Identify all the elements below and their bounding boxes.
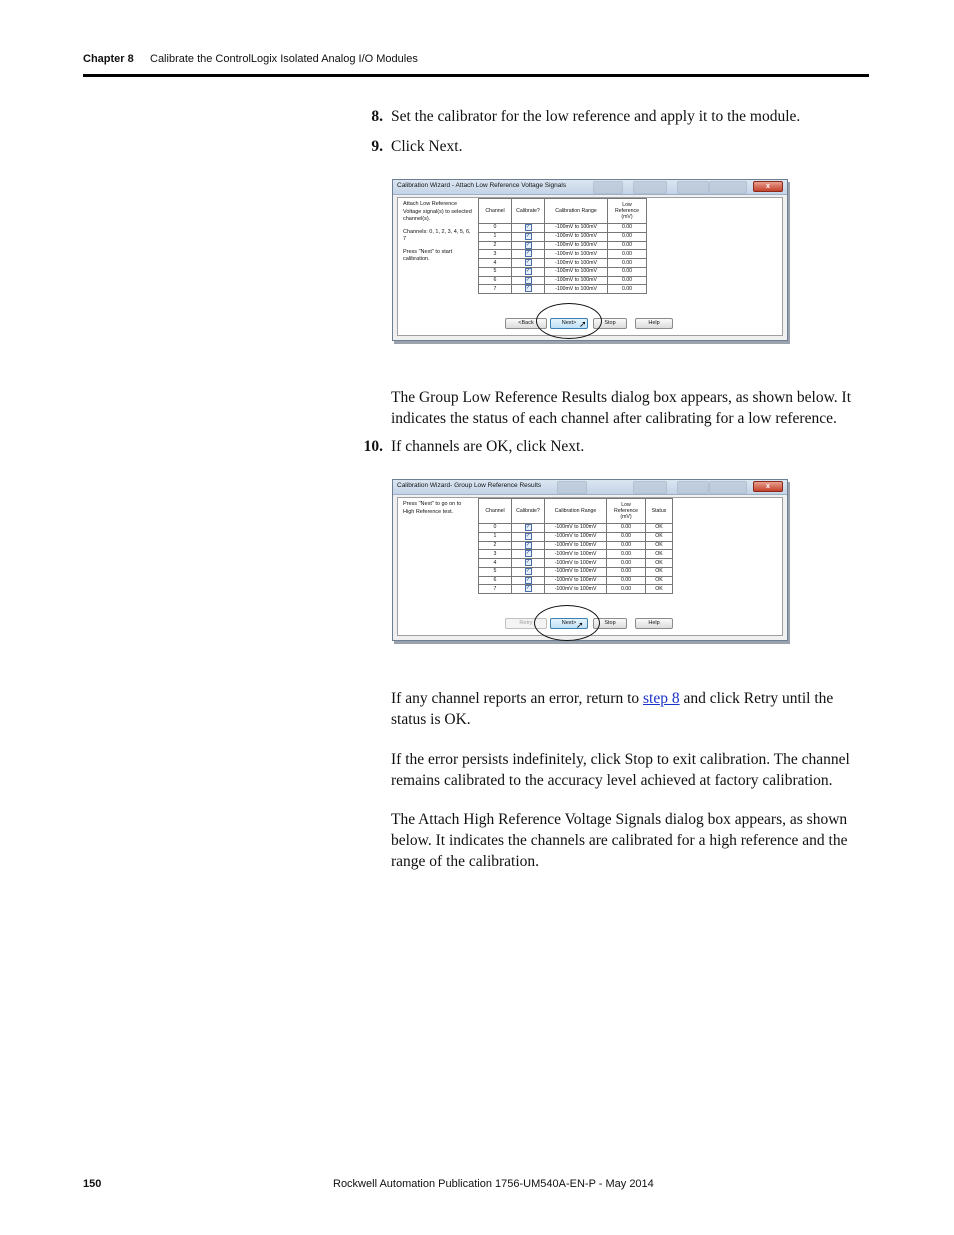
channel-cell: 7 <box>479 585 512 594</box>
attach-low-reference-dialog <box>392 179 788 341</box>
running-header <box>83 53 418 65</box>
instruction-line: Press "Next" to go on to High Reference test. <box>403 501 462 515</box>
column-header: Channel <box>479 499 512 524</box>
step-text: Click Next. <box>391 138 463 155</box>
calibrate-checkbox[interactable]: ✓ <box>525 241 531 248</box>
reference-cell: 0.00 <box>608 267 647 276</box>
range-cell: -100mV to 100mV <box>545 532 607 541</box>
calibrate-checkbox[interactable]: ✓ <box>525 550 531 557</box>
table-row <box>479 267 647 276</box>
dialog-title: Calibration Wizard- Group Low Reference Results <box>397 482 542 489</box>
group-low-intro-paragraph: The Group Low Reference Results dialog box appears, as shown below. It indicates the status of each channel after calibrating for a low reference. <box>391 389 851 427</box>
table-row <box>479 585 673 594</box>
table-row <box>479 524 673 533</box>
range-cell: -100mV to 100mV <box>545 267 608 276</box>
calibrate-checkbox[interactable]: ✓ <box>525 541 531 548</box>
channel-table <box>478 198 647 294</box>
highlight-ellipse <box>536 303 602 339</box>
error-text-prefix: If any channel reports an error, return to <box>391 690 644 707</box>
channel-cell: 1 <box>479 532 512 541</box>
table-row <box>479 241 647 250</box>
channel-cell: 3 <box>479 550 512 559</box>
calibrate-checkbox[interactable]: ✓ <box>525 524 531 530</box>
step-8-link[interactable]: step 8 <box>643 690 680 707</box>
instruction-line: Channels: 0, 1, 2, 3, 4, 5, 6, 7 <box>403 228 471 242</box>
close-button[interactable]: x <box>753 181 783 192</box>
step-number: 8. <box>371 108 383 125</box>
instructions <box>403 501 473 521</box>
highlight-ellipse <box>534 605 600 641</box>
status-cell: OK <box>646 567 673 576</box>
help-button[interactable]: Help <box>635 618 673 629</box>
step-8 <box>340 108 800 126</box>
calibrate-cell <box>512 250 545 259</box>
reference-cell: 0.00 <box>608 276 647 285</box>
channel-cell: 5 <box>479 567 512 576</box>
table-row <box>479 550 673 559</box>
range-cell: -100mV to 100mV <box>545 541 607 550</box>
range-cell: -100mV to 100mV <box>545 250 608 259</box>
mouse-cursor-icon: ➚ <box>576 620 584 630</box>
dialog-title-bar <box>393 480 787 495</box>
range-cell: -100mV to 100mV <box>545 259 608 268</box>
stop-button[interactable]: Stop <box>593 318 627 329</box>
range-cell: -100mV to 100mV <box>545 550 607 559</box>
publication-info: Rockwell Automation Publication 1756-UM540A-EN-P - May 2014 <box>333 1178 654 1190</box>
instruction-line: Press "Next" to start calibration. <box>403 248 453 262</box>
calibrate-cell <box>512 241 545 250</box>
reference-cell: 0.00 <box>607 576 646 585</box>
range-cell: -100mV to 100mV <box>545 567 607 576</box>
channel-cell: 0 <box>479 224 512 233</box>
column-header: Low Reference (mV) <box>607 499 646 524</box>
status-cell: OK <box>646 524 673 533</box>
error-paragraph <box>391 688 869 730</box>
help-button[interactable]: Help <box>635 318 673 329</box>
range-cell: -100mV to 100mV <box>545 285 608 294</box>
range-cell: -100mV to 100mV <box>545 232 608 241</box>
step-number: 9. <box>371 138 383 155</box>
instructions <box>403 201 473 269</box>
channel-cell: 2 <box>479 241 512 250</box>
page-number: 150 <box>83 1178 102 1190</box>
channel-cell: 1 <box>479 232 512 241</box>
reference-cell: 0.00 <box>608 285 647 294</box>
calibrate-checkbox[interactable]: ✓ <box>525 567 531 574</box>
error-text-suffix: and click Retry until the status is OK. <box>391 690 834 728</box>
status-cell: OK <box>646 576 673 585</box>
calibrate-cell <box>512 267 545 276</box>
channel-cell: 0 <box>479 524 512 533</box>
calibrate-checkbox[interactable]: ✓ <box>525 585 531 592</box>
step-text: Set the calibrator for the low reference and apply it to the module. <box>391 108 801 125</box>
status-cell: OK <box>646 550 673 559</box>
reference-cell: 0.00 <box>607 532 646 541</box>
stop-button[interactable]: Stop <box>593 618 627 629</box>
reference-cell: 0.00 <box>607 567 646 576</box>
background-tab <box>677 481 709 494</box>
range-cell: -100mV to 100mV <box>545 585 607 594</box>
calibrate-checkbox[interactable]: ✓ <box>525 276 531 283</box>
calibrate-cell <box>512 224 545 233</box>
calibrate-checkbox[interactable]: ✓ <box>525 285 531 292</box>
close-button[interactable]: x <box>753 481 783 492</box>
calibrate-cell <box>512 276 545 285</box>
calibrate-cell <box>512 524 545 533</box>
back-button[interactable]: <Back <box>505 318 547 329</box>
background-tab <box>633 181 667 194</box>
calibrate-cell <box>512 567 545 576</box>
table-row <box>479 285 647 294</box>
channel-cell: 5 <box>479 267 512 276</box>
channel-cell: 3 <box>479 250 512 259</box>
background-tab <box>677 181 709 194</box>
table-row <box>479 567 673 576</box>
column-header: Calibrate? <box>512 499 545 524</box>
range-cell: -100mV to 100mV <box>545 276 608 285</box>
calibrate-checkbox[interactable]: ✓ <box>525 559 531 566</box>
reference-cell: 0.00 <box>607 541 646 550</box>
calibrate-checkbox[interactable]: ✓ <box>525 259 531 266</box>
calibrate-cell <box>512 550 545 559</box>
table-row <box>479 259 647 268</box>
step-number: 10. <box>363 438 383 455</box>
chapter-title: Calibrate the ControlLogix Isolated Analog I/O Modules <box>150 53 418 65</box>
status-cell: OK <box>646 541 673 550</box>
reference-cell: 0.00 <box>608 224 647 233</box>
dialog-title: Calibration Wizard - Attach Low Reference Voltage Signals <box>397 182 567 189</box>
table-row <box>479 532 673 541</box>
calibrate-checkbox[interactable]: ✓ <box>525 267 531 274</box>
calibrate-cell <box>512 259 545 268</box>
channel-cell: 4 <box>479 559 512 568</box>
range-cell: -100mV to 100mV <box>545 576 607 585</box>
table-row <box>479 250 647 259</box>
calibrate-cell <box>512 532 545 541</box>
background-tab <box>593 181 623 194</box>
table-row <box>479 232 647 241</box>
reference-cell: 0.00 <box>608 241 647 250</box>
persist-paragraph: If the error persists indefinitely, click Stop to exit calibration. The channel remains calibrated to the accuracy level achieved at factory calibration. <box>391 751 850 789</box>
calibrate-cell <box>512 285 545 294</box>
step-10 <box>340 438 584 456</box>
table-row <box>479 576 673 585</box>
background-tab <box>557 481 587 494</box>
channel-cell: 7 <box>479 285 512 294</box>
column-header: Channel <box>479 199 512 224</box>
status-cell: OK <box>646 532 673 541</box>
instruction-line: Attach Low Reference Voltage signal(s) to selected channel(s). <box>403 201 472 222</box>
calibrate-cell <box>512 232 545 241</box>
reference-cell: 0.00 <box>607 524 646 533</box>
channel-cell: 2 <box>479 541 512 550</box>
channel-cell: 6 <box>479 576 512 585</box>
header-rule <box>83 74 869 77</box>
step-text: If channels are OK, click Next. <box>391 438 585 455</box>
next-button[interactable]: Next> <box>550 618 588 629</box>
dialog-title-bar <box>393 180 787 195</box>
step-9 <box>340 138 462 156</box>
table-row <box>479 559 673 568</box>
retry-button[interactable]: Retry <box>505 618 547 629</box>
high-reference-intro-paragraph: The Attach High Reference Voltage Signals dialog box appears, as shown below. It indicates the channels are calibrated for a high reference and the range of the calibration. <box>391 811 848 870</box>
calibrate-checkbox[interactable]: ✓ <box>525 532 531 539</box>
column-header: Status <box>646 499 673 524</box>
range-cell: -100mV to 100mV <box>545 224 608 233</box>
calibrate-checkbox[interactable]: ✓ <box>525 576 531 583</box>
table-row <box>479 276 647 285</box>
channel-cell: 4 <box>479 259 512 268</box>
column-header: Calibration Range <box>545 199 608 224</box>
background-tab <box>633 481 667 494</box>
range-cell: -100mV to 100mV <box>545 559 607 568</box>
dialog-body <box>397 197 783 336</box>
reference-cell: 0.00 <box>608 259 647 268</box>
next-button[interactable]: Next> <box>550 318 588 329</box>
calibrate-cell <box>512 559 545 568</box>
channel-cell: 6 <box>479 276 512 285</box>
column-header: Calibrate? <box>512 199 545 224</box>
calibrate-checkbox[interactable]: ✓ <box>525 232 531 239</box>
table-row <box>479 224 647 233</box>
dialog-body <box>397 497 783 636</box>
group-low-reference-results-dialog <box>392 479 788 641</box>
reference-cell: 0.00 <box>607 559 646 568</box>
calibrate-checkbox[interactable]: ✓ <box>525 250 531 257</box>
background-tab <box>709 181 747 194</box>
reference-cell: 0.00 <box>608 250 647 259</box>
status-cell: OK <box>646 585 673 594</box>
table-row <box>479 541 673 550</box>
status-cell: OK <box>646 559 673 568</box>
range-cell: -100mV to 100mV <box>545 241 608 250</box>
column-header: Low Reference (mV) <box>608 199 647 224</box>
calibrate-cell <box>512 585 545 594</box>
range-cell: -100mV to 100mV <box>545 524 607 533</box>
reference-cell: 0.00 <box>607 585 646 594</box>
column-header: Calibration Range <box>545 499 607 524</box>
calibrate-cell <box>512 576 545 585</box>
chapter-label: Chapter 8 <box>83 53 134 65</box>
calibrate-cell <box>512 541 545 550</box>
reference-cell: 0.00 <box>607 550 646 559</box>
calibrate-checkbox[interactable]: ✓ <box>525 224 531 230</box>
results-table <box>478 498 673 594</box>
mouse-cursor-icon: ➚ <box>579 319 587 329</box>
reference-cell: 0.00 <box>608 232 647 241</box>
background-tab <box>709 481 747 494</box>
